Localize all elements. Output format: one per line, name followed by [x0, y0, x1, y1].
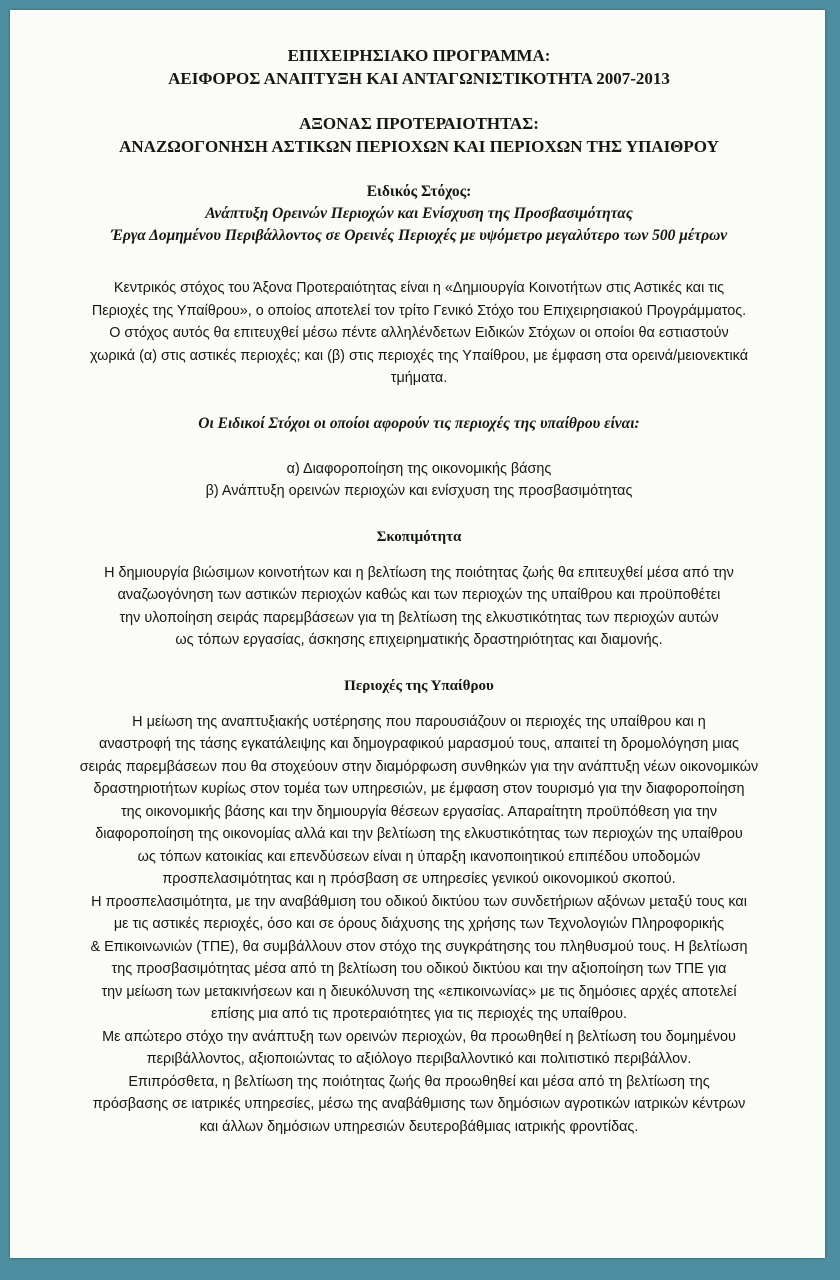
specific-goal-subtitle: Έργα Δομημένου Περιβάλλοντος σε Ορεινές Περιοχές με υψόμετρο μεγαλύτερο των 500 μέτρων	[110, 227, 728, 244]
rural-areas-line: αναστροφή της τάσης εγκατάλειψης και δημογραφικού μαρασμού τους, απαιτεί τη δρομολόγηση μιας	[99, 736, 739, 752]
rural-areas-line: σειράς παρεμβάσεων που θα στοχεύουν στην διαμόρφωση συνθηκών για την ανάπτυξη νέων οικονομικών	[79, 758, 759, 775]
intro-line: Κεντρικός στόχος του Άξονα Προτεραιότητας είναι η «Δημιουργία Κοινοτήτων στις Αστικές και τις	[113, 280, 725, 296]
priority-axis-title: ΑΝΑΖΩΟΓΟΝΗΣΗ ΑΣΤΙΚΩΝ ΠΕΡΙΟΧΩΝ ΚΑΙ ΠΕΡΙΟΧΩΝ ΤΗΣ ΥΠΑΙΘΡΟΥ	[119, 137, 719, 156]
rural-areas-line: Η προσπελασιμότητα, με την αναβάθμιση του οδικού δικτύου των συνδετήριων αξόνων μεταξύ τους και	[91, 893, 747, 910]
document-page	[10, 10, 825, 1258]
rural-areas-line: και άλλων δημόσιων υπηρεσιών δευτεροβάθμιας ιατρικής φροντίδας.	[199, 1118, 639, 1135]
purpose-paragraph	[32, 562, 806, 652]
rural-areas-line: Η μείωση της αναπτυξιακής υστέρησης που παρουσιάζουν οι περιοχές της υπαίθρου και η	[132, 713, 706, 730]
rural-areas-paragraph	[32, 711, 806, 1139]
intro-paragraph	[32, 277, 806, 390]
program-title-line-1: ΕΠΙΧΕΙΡΗΣΙΑΚΟ ΠΡΟΓΡΑΜΜΑ:	[287, 46, 551, 65]
intro-line: Περιοχές της Υπαίθρου», ο οποίος αποτελεί τον τρίτο Γενικό Στόχο του Επιχειρησιακού Προγράμματος.	[91, 302, 747, 319]
purpose-line: ως τόπων εργασίας, άσκησης επιχειρηματικής δραστηριότητας και διαμονής.	[175, 632, 663, 648]
purpose-line: την υλοποίηση σειράς παρεμβάσεων για τη βελτίωση της ελκυστικότητας των περιοχών αυτών	[119, 609, 719, 626]
specific-goal-title: Ανάπτυξη Ορεινών Περιοχών και Ενίσχυση της Προσβασιμότητας	[205, 205, 633, 222]
intro-line: χωρικά (α) στις αστικές περιοχές; και (β) στις περιοχές της Υπαίθρου, με έμφαση στα ορεινά/μειονεκτικά	[89, 347, 749, 364]
intro-line: τμήματα.	[390, 370, 448, 386]
intro-line: Ο στόχος αυτός θα επιτευχθεί μέσω πέντε αλληλένδετων Ειδικών Στόχων οι οποίοι θα εστιαστούν	[109, 325, 729, 341]
purpose-heading: Σκοπιμότητα	[376, 528, 462, 545]
rural-areas-line: προσπελασιμότητας και η πρόσβαση σε υπηρεσίες γενικού οικονομικού σκοπού.	[162, 871, 676, 887]
rural-areas-line: διαφοροποίηση της οικονομίας αλλά και την βελτίωση της ελκυστικότητας των περιοχών της υπαίθρου	[95, 826, 743, 842]
rural-areas-line: & Επικοινωνιών (ΤΠΕ), θα συμβάλλουν στον στόχο της συγκράτησης του πληθυσμού τους. Η βελτίωση	[90, 938, 748, 955]
document-content	[32, 44, 806, 1138]
rural-areas-line: Επιπρόσθετα, η βελτίωση της ποιότητας ζωής θα προωθηθεί και μέσα από τη βελτίωση της	[128, 1073, 710, 1090]
rural-areas-line: περιβάλλοντος, αξιοποιώντας το αξιόλογο περιβαλλοντικό και πολιτιστικό περιβάλλον.	[146, 1051, 692, 1067]
list-item: β) Ανάπτυξη ορεινών περιοχών και ενίσχυση της προσβασιμότητας	[205, 483, 633, 499]
rural-areas-heading: Περιοχές της Υπαίθρου	[344, 677, 494, 694]
rural-areas-line: της οικονομικής βάσης και την δημιουργία θέσεων εργασίας. Απαραίτητη προϋπόθεση για την	[120, 803, 718, 820]
purpose-line: αναζωογόνηση των αστικών περιοχών καθώς και των περιοχών της υπαίθρου και προϋποθέτει	[117, 587, 721, 603]
rural-areas-line: δραστηριοτήτων κυρίως στον τομέα των υπηρεσιών, με έμφαση στον τουρισμό για την διαφοροποίηση	[93, 781, 745, 797]
program-title-line-2: ΑΕΙΦΟΡΟΣ ΑΝΑΠΤΥΞΗ ΚΑΙ ΑΝΤΑΓΩΝΙΣΤΙΚΟΤΗΤΑ 2007-2013	[168, 69, 670, 88]
rural-areas-line: επίσης μια από τις προτεραιότητες για τις περιοχές της υπαίθρου.	[210, 1006, 628, 1022]
rural-areas-line: ως τόπων κατοικίας και επενδύσεων είναι η ύπαρξη ικανοποιητικού επιπέδου υποδομών	[137, 848, 701, 865]
priority-axis-label: ΑΞΟΝΑΣ ΠΡΟΤΕΡΑΙΟΤΗΤΑΣ:	[299, 114, 539, 133]
list-item: α) Διαφοροποίηση της οικονομικής βάσης	[286, 460, 552, 477]
rural-areas-line: την μείωση των μετακινήσεων και η διευκόλυνση της «επικοινωνίας» με τις δημόσιες αρχές αποτελεί	[101, 983, 737, 1000]
rural-goals-list	[32, 458, 806, 503]
rural-areas-line: Με απώτερο στόχο την ανάπτυξη των ορεινών περιοχών, θα προωθηθεί η βελτίωση του δομημένου	[102, 1028, 736, 1045]
purpose-line: Η δημιουργία βιώσιμων κοινοτήτων και η βελτίωση της ποιότητας ζωής θα επιτευχθεί μέσα από την	[104, 564, 734, 581]
specific-goal-label: Ειδικός Στόχος:	[366, 183, 472, 200]
rural-areas-line: της προσβασιμότητας μέσα από τη βελτίωση του οδικού δικτύου και την αξιοποίηση των ΤΠΕ για	[111, 961, 727, 977]
rural-areas-line: με τις αστικές περιοχές, όσο και σε όρους διάχυσης της χρήσης των Τεχνολογιών Πληροφορικής	[113, 916, 725, 932]
rural-areas-line: πρόσβασης σε ιατρικές υπηρεσίες, μέσω της αναβάθμισης των δημόσιων αγροτικών ιατρικών κέντρων	[92, 1096, 746, 1112]
rural-goals-heading: Οι Ειδικοί Στόχοι οι οποίοι αφορούν τις περιοχές της υπαίθρου είναι:	[198, 414, 640, 432]
